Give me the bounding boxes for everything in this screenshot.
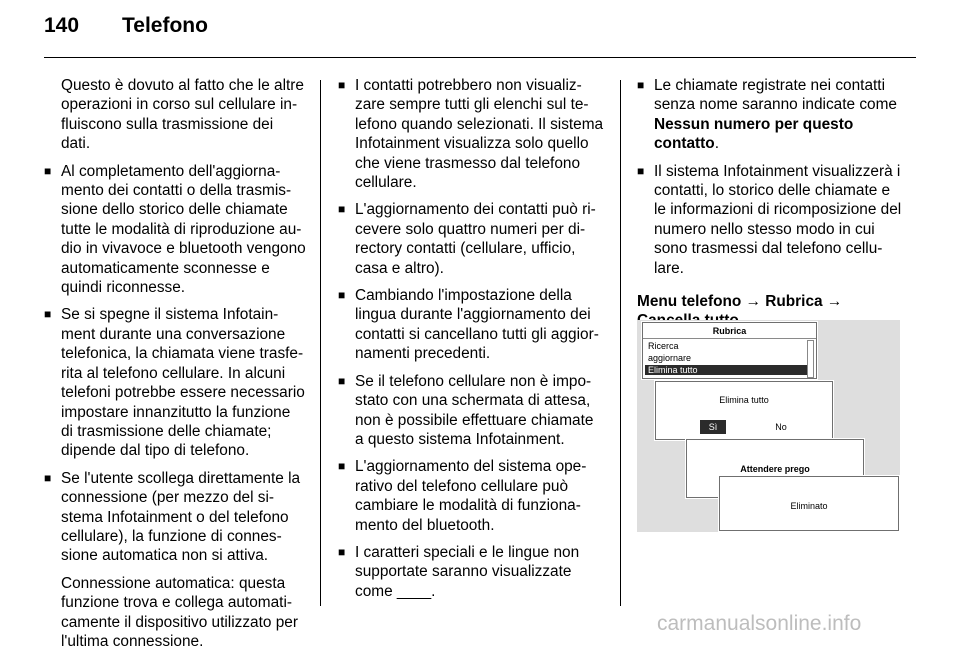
list-item <box>338 76 604 192</box>
column-3 <box>637 76 903 330</box>
bullet-icon: ■ <box>637 163 645 178</box>
bullet-icon: ■ <box>338 544 346 559</box>
confirm-message: Elimina tutto <box>719 395 769 405</box>
list-item-text: L'aggiornamento dei contatti può ricevere solo quattro numeri per directory contatti (cellulare, ufficio, casa e altro). <box>355 201 596 277</box>
column-1 <box>44 76 306 659</box>
menu-path-phone: Menu telefono <box>637 293 742 311</box>
bullet-icon: ■ <box>338 459 346 474</box>
list-item <box>338 200 604 278</box>
screen-illustration <box>637 320 900 532</box>
watermark: carmanualsonline.info <box>657 612 862 635</box>
page-number: 140 <box>44 14 80 37</box>
bullet-icon: ■ <box>44 307 52 322</box>
list-item-text: Cambiando l'impostazione della lingua durante l'aggiornamento dei contatti si cancellano tutti gli aggiornamenti precedenti. <box>355 287 599 363</box>
bullet-icon: ■ <box>44 163 52 178</box>
list-item <box>637 76 903 154</box>
list-item <box>338 286 604 364</box>
list-item-text <box>654 77 897 152</box>
list-item <box>338 543 604 601</box>
list-item-text: Se si spegne il sistema Infotainment durante una conversazione telefonica, la chiamata viene trasferita al telefono cellulare. In alcuni telefoni potrebbe essere necessario impostare innanzitutto la funzione di trasmissione delle chiamate; dipende dal tipo di telefono. <box>61 306 305 460</box>
done-message: Eliminato <box>790 501 828 511</box>
rubrica-title: Rubrica <box>712 326 747 336</box>
bullet-icon: ■ <box>338 373 346 388</box>
list-item-text: Se il telefono cellulare non è impostato con una schermata di attesa, non è possibile effettuare chiamate a questo sistema Infotainment. <box>355 372 594 448</box>
list-item <box>44 305 306 460</box>
menu-item-update[interactable]: aggiornare <box>648 353 692 363</box>
list-item-text: Al completamento dell'aggiornamento dei contatti o della trasmissione dello storico delle chiamate tutte le modalità di riproduzione audio in vivavoce e bluetooth vengono automaticamente sconnesse e quindi riconnesse. <box>61 162 306 297</box>
rubrica-screen <box>642 322 817 379</box>
header-rule <box>44 57 916 58</box>
bullet-icon: ■ <box>44 470 52 485</box>
column-divider <box>620 80 621 606</box>
column-2 <box>338 76 604 609</box>
bullet-icon: ■ <box>338 288 346 303</box>
bullet-icon: ■ <box>637 78 645 92</box>
list-item <box>44 162 306 298</box>
list-item <box>44 469 306 566</box>
no-button[interactable]: No <box>775 422 787 432</box>
scrollbar[interactable] <box>807 340 814 378</box>
confirm-dialog <box>655 381 833 440</box>
list-item-text: Il sistema Infotainment visualizzerà i contatti, lo storico delle chiamate e le informazioni di ricomposizione del numero nello stesso modo in cui sono trasmessi dal telefono cellulare. <box>654 162 902 277</box>
menu-path-rubrica: Rubrica <box>765 293 823 311</box>
title-divider <box>643 338 816 339</box>
list-item-text-end: . <box>714 135 719 153</box>
bullet-icon: ■ <box>338 78 346 92</box>
list-item <box>338 372 604 450</box>
list-item-text: Se l'utente scollega direttamente la connessione (per mezzo del sistema Infotainment o del telefono cellulare), la funzione di connessione automatica non si attiva. <box>61 469 301 565</box>
arrow-icon: → <box>745 293 761 311</box>
menu-item-search[interactable]: Ricerca <box>648 341 679 351</box>
yes-button[interactable]: Sì <box>700 420 726 434</box>
list-item-text-start: Le chiamate registrate nei contatti senza nome saranno indicate come <box>654 77 897 114</box>
no-number-label: Nessun numero per questo contatto <box>654 115 854 153</box>
done-dialog <box>719 476 899 531</box>
wait-message: Attendere prego <box>740 464 810 474</box>
list-item <box>338 457 604 535</box>
menu-item-delete-all[interactable]: Elimina tutto <box>645 365 807 375</box>
list-item-text: I caratteri speciali e le lingue non supportate saranno visualizzate come ____. <box>355 543 580 600</box>
paragraph-continued: Questo è dovuto al fatto che le altre operazioni in corso sul cellulare influiscono sulla trasmissione dei dati. <box>61 77 304 153</box>
arrow-icon: → <box>826 293 843 311</box>
list-item-text: L'aggiornamento del sistema operativo del telefono cellulare può cambiare le modalità di funzionamento del bluetooth. <box>355 458 587 534</box>
list-item-text: I contatti potrebbero non visualizzare sempre tutti gli elenchi sul telefono quando selezionati. Il sistema Infotainment visualizza solo quello che viene trasmesso dal telefono cellulare. <box>355 77 604 192</box>
paragraph-auto-connect: Connessione automatica: questa funzione trova e collega automaticamente il dispositivo utilizzato per l'ultima connessione. <box>61 574 298 650</box>
page-title: Telefono <box>122 14 208 37</box>
bullet-icon: ■ <box>338 202 346 217</box>
list-item <box>637 162 903 278</box>
column-divider <box>320 80 321 606</box>
